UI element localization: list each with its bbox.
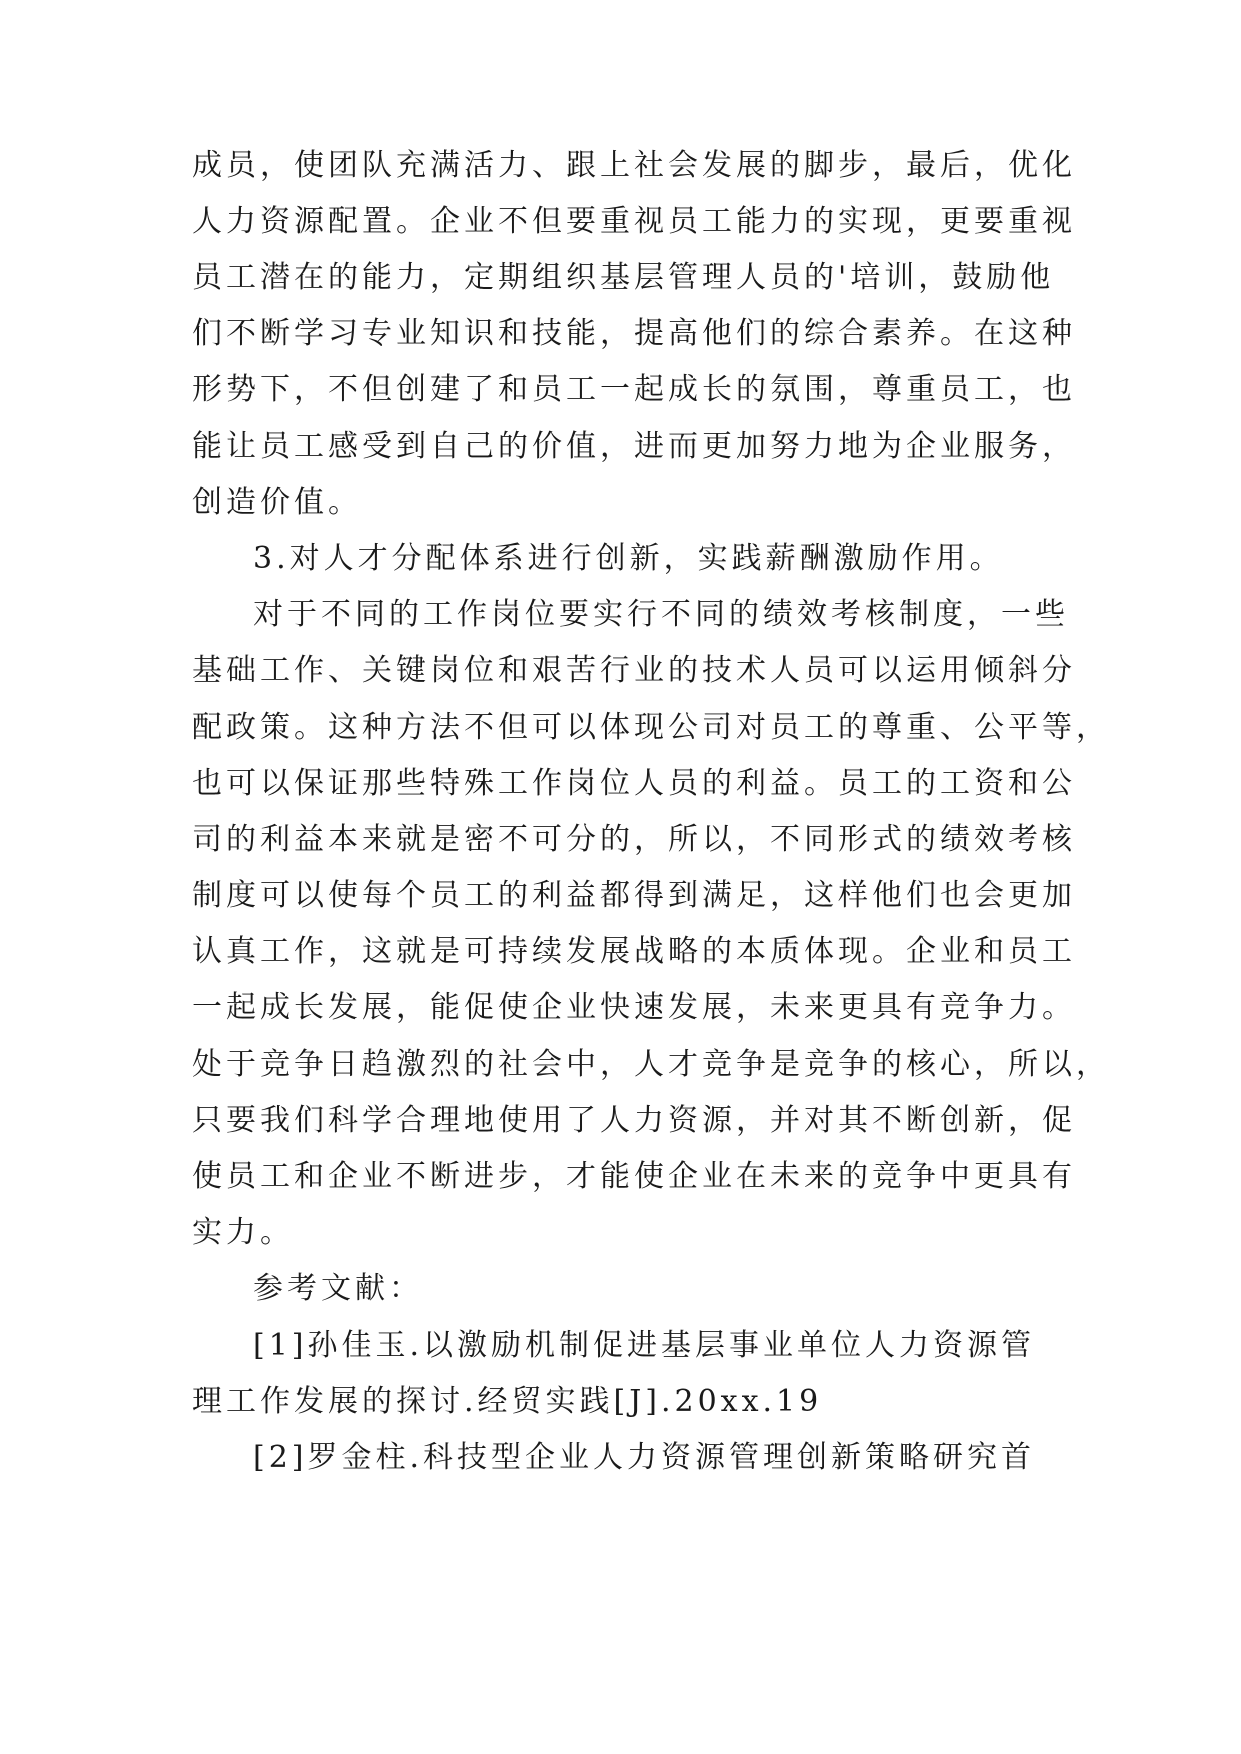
paragraph-2-line-7: 认真工作，这就是可持续发展战略的本质体现。企业和员工 <box>192 934 1076 969</box>
paragraph-2-line-10: 只要我们科学合理地使用了人力资源，并对其不断创新，促 <box>192 1103 1076 1138</box>
paragraph-2-line-8: 一起成长发展，能促使企业快速发展，未来更具有竞争力。 <box>192 990 1076 1025</box>
paragraph-2-line-6: 制度可以使每个员工的利益都得到满足，这样他们也会更加 <box>192 878 1076 913</box>
paragraph-1-line-4: 们不断学习专业知识和技能，提高他们的综合素养。在这种 <box>192 316 1076 351</box>
paragraph-2-line-12: 实力。 <box>192 1215 294 1250</box>
paragraph-1-line-3: 员工潜在的能力，定期组织基层管理人员的'培训，鼓励他 <box>192 260 1055 295</box>
paragraph-1-line-2: 人力资源配置。企业不但要重视员工能力的实现，更要重视 <box>192 204 1076 239</box>
reference-1-line-1: [1]孙佳玉.以激励机制促进基层事业单位人力资源管 <box>253 1328 1036 1363</box>
reference-1-line-2: 理工作发展的探讨.经贸实践[J].20xx.19 <box>192 1384 823 1419</box>
paragraph-2-line-2: 基础工作、关键岗位和艰苦行业的技术人员可以运用倾斜分 <box>192 653 1076 688</box>
section-heading: 3.对人才分配体系进行创新，实践薪酬激励作用。 <box>253 541 1004 576</box>
paragraph-2-line-3: 配政策。这种方法不但可以体现公司对员工的尊重、公平等， <box>192 710 1110 745</box>
paragraph-2-line-11: 使员工和企业不断进步，才能使企业在未来的竞争中更具有 <box>192 1159 1076 1194</box>
paragraph-1-line-6: 能让员工感受到自己的价值，进而更加努力地为企业服务， <box>192 429 1076 464</box>
references-heading: 参考文献： <box>253 1271 423 1306</box>
paragraph-2-line-5: 司的利益本来就是密不可分的，所以，不同形式的绩效考核 <box>192 822 1076 857</box>
paragraph-1-line-5: 形势下，不但创建了和员工一起成长的氛围，尊重员工，也 <box>192 372 1076 407</box>
paragraph-2-line-9: 处于竞争日趋激烈的社会中，人才竞争是竞争的核心，所以， <box>192 1047 1110 1082</box>
paragraph-1-line-7: 创造价值。 <box>192 485 362 520</box>
reference-2-line-1: [2]罗金柱.科技型企业人力资源管理创新策略研究首 <box>253 1440 1036 1475</box>
paragraph-1-line-1: 成员，使团队充满活力、跟上社会发展的脚步，最后，优化 <box>192 148 1076 183</box>
paragraph-2-line-4: 也可以保证那些特殊工作岗位人员的利益。员工的工资和公 <box>192 766 1076 801</box>
paragraph-2-line-1: 对于不同的工作岗位要实行不同的绩效考核制度，一些 <box>253 597 1069 632</box>
